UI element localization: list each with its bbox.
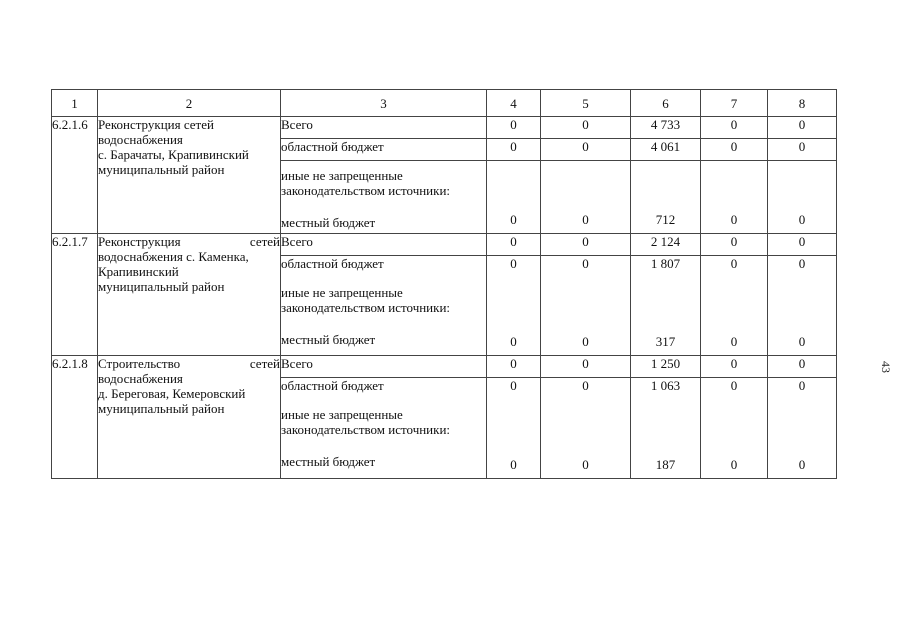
- regional-value: 0: [510, 256, 517, 271]
- regional-value: 1 063: [650, 378, 681, 393]
- value-cell: 1 250: [631, 356, 701, 378]
- item-name-line: Реконструкция сетей: [98, 234, 280, 249]
- item-name-line: Реконструкция сетей: [98, 117, 214, 132]
- value-cell: 0: [541, 117, 631, 139]
- value-cell: [631, 256, 701, 356]
- column-header: 6: [631, 90, 701, 117]
- item-name-line: с. Барачаты, Крапивинский: [98, 147, 249, 162]
- regional-value: 0: [582, 256, 589, 271]
- column-header: 5: [541, 90, 631, 117]
- local-value: 0: [582, 457, 589, 472]
- value-cell: 0: [768, 234, 837, 256]
- local-value: 317: [655, 334, 676, 349]
- value-cell: 0: [701, 161, 768, 234]
- value-cell: 0: [487, 234, 541, 256]
- other-sources-line: законодательством источники:: [281, 183, 451, 198]
- value-cell: 0: [768, 161, 837, 234]
- value-cell: 0: [768, 139, 837, 161]
- value-cell: 4 061: [631, 139, 701, 161]
- value-cell: [701, 256, 768, 356]
- value-cell: 0: [701, 234, 768, 256]
- value-cell: [487, 256, 541, 356]
- local-budget-label: местный бюджет: [281, 215, 376, 230]
- value-cell: [768, 378, 837, 479]
- table-row: [52, 117, 837, 139]
- local-value: 0: [730, 457, 738, 472]
- regional-budget-label: областной бюджет: [281, 256, 384, 271]
- item-name: [98, 234, 281, 356]
- source-label: Всего: [281, 234, 487, 256]
- value-cell: 0: [541, 356, 631, 378]
- value-cell: [768, 256, 837, 356]
- item-name-line: д. Береговая, Кемеровский: [98, 386, 246, 401]
- other-sources-line: иные не запрещенные: [281, 407, 403, 422]
- column-header: 8: [768, 90, 837, 117]
- regional-value: 0: [730, 256, 738, 271]
- value-cell: 0: [487, 161, 541, 234]
- table-group: [52, 234, 837, 356]
- value-cell: 0: [487, 139, 541, 161]
- item-name-line: муниципальный район: [98, 401, 225, 416]
- value-cell: 0: [768, 356, 837, 378]
- item-name-line: водоснабжения: [98, 371, 183, 386]
- item-name: [98, 117, 281, 234]
- budget-table: [51, 89, 837, 479]
- local-value: 0: [730, 334, 738, 349]
- item-name-line: муниципальный район: [98, 279, 225, 294]
- other-sources-line: законодательством источники:: [281, 300, 451, 315]
- local-value: 0: [582, 334, 589, 349]
- other-sources-line: законодательством источники:: [281, 422, 451, 437]
- item-code: 6.2.1.6: [52, 117, 98, 234]
- local-value: 0: [798, 457, 806, 472]
- regional-value: 0: [582, 378, 589, 393]
- item-name-line: водоснабжения с. Каменка,: [98, 249, 249, 264]
- local-budget-label: местный бюджет: [281, 332, 376, 347]
- value-cell: 2 124: [631, 234, 701, 256]
- value-cell: 0: [701, 117, 768, 139]
- regional-budget-label: областной бюджет: [281, 378, 384, 393]
- value-cell: 0: [487, 356, 541, 378]
- item-name-line: Строительство сетей: [98, 356, 280, 371]
- regional-value: 0: [510, 378, 517, 393]
- source-label: Всего: [281, 356, 487, 378]
- source-label: [281, 161, 487, 234]
- source-label: [281, 378, 487, 479]
- regional-value: 0: [798, 378, 806, 393]
- table-group: [52, 117, 837, 234]
- other-sources-line: иные не запрещенные: [281, 285, 403, 300]
- value-cell: [631, 378, 701, 479]
- regional-value: 0: [730, 378, 738, 393]
- value-cell: 0: [487, 117, 541, 139]
- value-cell: [541, 256, 631, 356]
- column-header: 7: [701, 90, 768, 117]
- value-cell: [487, 378, 541, 479]
- column-header: 2: [98, 90, 281, 117]
- item-name-line: муниципальный район: [98, 162, 225, 177]
- source-label: [281, 256, 487, 356]
- value-cell: 0: [541, 161, 631, 234]
- value-cell: 0: [541, 139, 631, 161]
- value-cell: 0: [701, 356, 768, 378]
- value-cell: 0: [541, 234, 631, 256]
- table-row: [52, 356, 837, 378]
- local-value: 0: [510, 457, 517, 472]
- source-label: областной бюджет: [281, 139, 487, 161]
- regional-value: 1 807: [650, 256, 681, 271]
- local-value: 187: [655, 457, 676, 472]
- table-group: [52, 356, 837, 479]
- value-cell: [701, 378, 768, 479]
- page-number: 43: [879, 361, 893, 373]
- value-cell: 4 733: [631, 117, 701, 139]
- other-sources-line: иные не запрещенные: [281, 168, 403, 183]
- item-code: 6.2.1.7: [52, 234, 98, 356]
- column-header: 4: [487, 90, 541, 117]
- value-cell: 0: [701, 139, 768, 161]
- item-code: 6.2.1.8: [52, 356, 98, 479]
- value-cell: 712: [631, 161, 701, 234]
- item-name-line: Крапивинский: [98, 264, 179, 279]
- local-value: 0: [510, 334, 517, 349]
- column-header: 3: [281, 90, 487, 117]
- value-cell: [541, 378, 631, 479]
- column-header: 1: [52, 90, 98, 117]
- regional-value: 0: [798, 256, 806, 271]
- local-budget-label: местный бюджет: [281, 454, 376, 469]
- table-row: [52, 234, 837, 256]
- item-name-line: водоснабжения: [98, 132, 183, 147]
- source-label: Всего: [281, 117, 487, 139]
- header-row: [52, 90, 837, 117]
- value-cell: 0: [768, 117, 837, 139]
- local-value: 0: [798, 334, 806, 349]
- item-name: [98, 356, 281, 479]
